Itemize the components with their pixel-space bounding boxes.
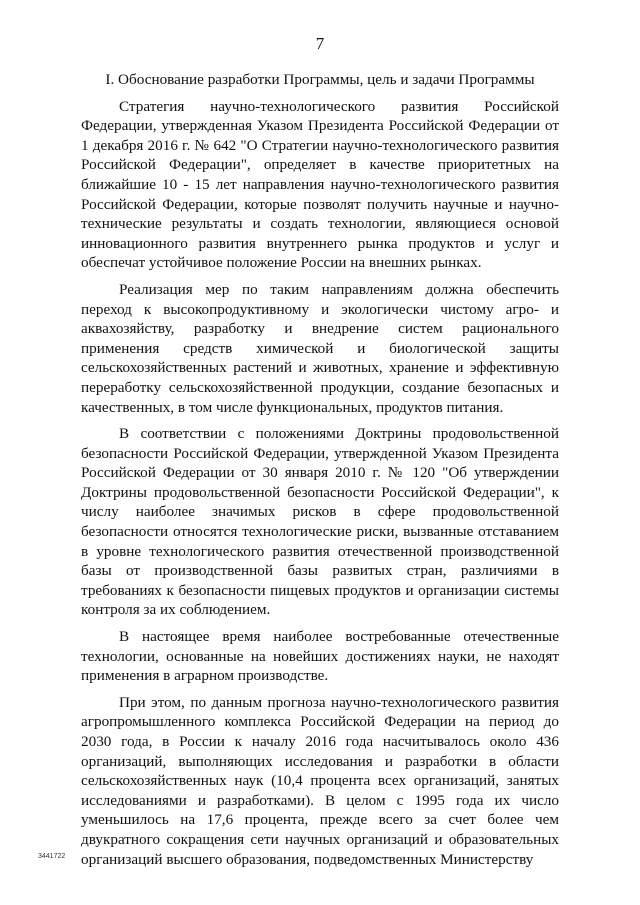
document-code: 3441722 (38, 853, 66, 860)
paragraph-technologies: В настоящее время наиболее востребованные отечественные технологии, основанные на новейших достижениях науки, не находят применения в аграрном производстве. (81, 628, 559, 685)
paragraph-measures: Реализация мер по таким направлениям должна обеспечить переход к высокопродуктивному и экологически чистому агро- и аквахозяйству, разработку и внедрение систем рационального применения средств химической и биологической защиты сельскохозяйственных растений и животных, хранение и эффективную переработку сельскохозяйственной продукции, создание безопасных и качественных, в том числе функциональных, продуктов питания. (81, 280, 559, 416)
paragraph-doctrine: В соответствии с положениями Доктрины продовольственной безопасности Российской Федерации, утвержденной Указом Президента Российской Федерации от 30 января 2010 г. № 120 "Об утверждении Доктрины продовольственной безопасности Российской Федерации", к числу наиболее значимых рисков в сфере продовольственной безопасности относятся технологические риски, вызванные отставанием в уровне технологического развития отечественной производственной базы от производственной базы развитых стран, различиями в требованиях к безопасности пищевых продуктов и организации системы контроля за их соблюдением. (81, 425, 559, 619)
document-body (81, 70, 559, 876)
paragraph-strategy: Стратегия научно-технологического развития Российской Федерации, утвержденная Указом Президента Российской Федерации от 1 декабря 2016 г. № 642 "О Стратегии научно-технологического развития Российской Федерации", определяет в качестве приоритетных на ближайшие 10 - 15 лет направления научно-технологического развития Российской Федерации, которые позволят получить научные и научно-технические результаты и создать технологии, являющиеся основой инновационного развития внутреннего рынка продуктов и услуг и обеспечат устойчивое положение России на внешних рынках. (81, 97, 559, 272)
paragraph-forecast: При этом, по данным прогноза научно-технологического развития агропромышленного комплекса Российской Федерации на период до 2030 года, в России к началу 2016 года насчитывалось около 436 организаций, выполняющих исследования и разработки в области сельскохозяйственных наук (10,4 процента всех организаций, занятых исследованиями и разработками). В целом с 1995 года их число уменьшилось на 17,6 процента, прежде всего за счет более чем двукратного сокращения сети научных организаций и образовательных организаций высшего образования, подведомственных Министерству (81, 693, 559, 868)
section-heading: I. Обоснование разработки Программы, цель и задачи Программы (105, 71, 535, 88)
page-number: 7 (315, 34, 325, 53)
